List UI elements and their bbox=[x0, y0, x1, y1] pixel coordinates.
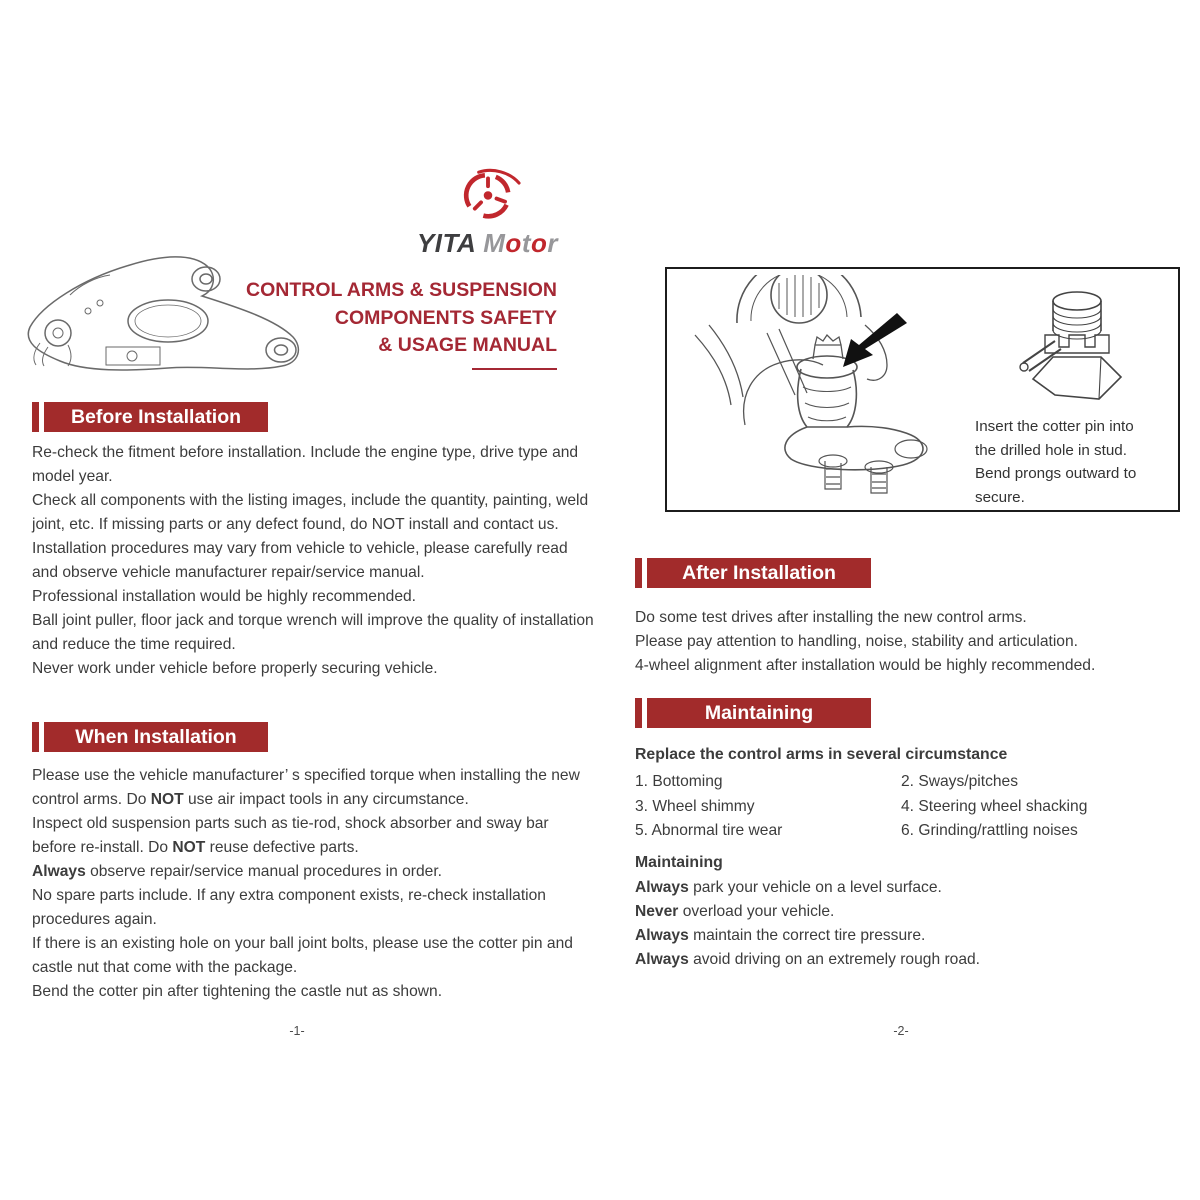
paragraph: Always park your vehicle on a level surface. bbox=[635, 878, 942, 896]
paragraph: Always maintain the correct tire pressure. bbox=[635, 926, 926, 944]
paragraph: Do some test drives after installing the new control arms. bbox=[635, 609, 1027, 626]
paragraph: Never overload your vehicle. bbox=[635, 902, 835, 920]
paragraph: Installation procedures may vary from vehicle to vehicle, please carefully read and observe vehicle manufacturer repair/service manual. bbox=[32, 540, 568, 581]
list-item: 6. Grinding/rattling noises bbox=[901, 822, 1078, 839]
paragraph: Please pay attention to handling, noise, stability and articulation. bbox=[635, 633, 1078, 650]
paragraph: Never work under vehicle before properly securing vehicle. bbox=[32, 660, 438, 677]
header-accent-bar bbox=[635, 698, 642, 728]
brand-name bbox=[330, 228, 558, 259]
brand-yita: YITA bbox=[416, 228, 477, 258]
paragraph: Re-check the fitment before installation. Include the engine type, drive type and model year. bbox=[32, 444, 579, 485]
maintaining-text bbox=[635, 744, 1191, 972]
page-number-2: -2- bbox=[893, 1024, 909, 1038]
header-accent-bar bbox=[32, 402, 39, 432]
list-item: 3. Wheel shimmy bbox=[635, 797, 755, 815]
document-title bbox=[230, 277, 557, 360]
paragraph: Professional installation would be highly recommended. bbox=[32, 588, 416, 605]
section-header-maintaining bbox=[635, 698, 871, 728]
title-line-2: COMPONENTS SAFETY bbox=[334, 306, 557, 329]
after-installation-text bbox=[635, 606, 1191, 678]
maintaining-intro: Replace the control arms in several circumstance bbox=[635, 746, 1008, 763]
paragraph: 4-wheel alignment after installation would be highly recommended. bbox=[635, 657, 1096, 674]
title-line-1: CONTROL ARMS & SUSPENSION bbox=[246, 279, 557, 301]
maintaining-subheading: Maintaining bbox=[635, 853, 723, 871]
figure-caption: Insert the cotter pin into the drilled hole in stud. Bend prongs outward to secure. bbox=[975, 418, 1137, 506]
title-underline bbox=[472, 368, 557, 370]
section-heading: Maintaining bbox=[647, 698, 871, 728]
title-line-3: & USAGE MANUAL bbox=[378, 334, 557, 356]
brand-wheel-icon bbox=[448, 166, 528, 228]
header-accent-bar bbox=[32, 722, 39, 752]
maintaining-rules bbox=[635, 876, 1191, 972]
paragraph: Bend the cotter pin after tightening the castle nut as shown. bbox=[32, 983, 443, 1000]
list-item: 4. Steering wheel shacking bbox=[901, 797, 1088, 815]
ball-joint-illustration bbox=[675, 275, 975, 503]
page-number-1: -1- bbox=[289, 1024, 305, 1038]
section-header-after-installation bbox=[635, 558, 871, 588]
arrow-icon bbox=[843, 313, 907, 367]
section-heading: After Installation bbox=[647, 558, 871, 588]
paragraph: Always observe repair/service manual procedures in order. bbox=[32, 863, 442, 880]
brand-motor: Motor bbox=[483, 228, 558, 258]
cotter-pin-figure bbox=[665, 267, 1180, 512]
replace-circumstance-list bbox=[635, 770, 1191, 844]
section-header-before-installation bbox=[32, 402, 268, 432]
paragraph: Always avoid driving on an extremely rough road. bbox=[635, 950, 980, 968]
section-heading: When Installation bbox=[44, 722, 268, 752]
section-header-when-installation bbox=[32, 722, 268, 752]
paragraph: Please use the vehicle manufacturer’ s specified torque when installing the new control arms. Do NOT use air impact tools in any circumstance. bbox=[32, 767, 580, 808]
paragraph: Ball joint puller, floor jack and torque wrench will improve the quality of installation and reduce the time required. bbox=[32, 612, 594, 653]
section-heading: Before Installation bbox=[44, 402, 268, 432]
when-installation-text bbox=[32, 764, 594, 1004]
paragraph: Check all components with the listing images, include the quantity, painting, weld joint, etc. If missing parts or any defect found, do NOT install and contact us. bbox=[32, 492, 589, 533]
list-item: 2. Sways/pitches bbox=[901, 773, 1019, 790]
paragraph: No spare parts include. If any extra component exists, re-check installation procedures again. bbox=[32, 887, 546, 928]
header-accent-bar bbox=[635, 558, 642, 588]
paragraph: Inspect old suspension parts such as tie-rod, shock absorber and sway bar before re-install. Do NOT reuse defective parts. bbox=[32, 815, 549, 856]
before-installation-text bbox=[32, 441, 594, 681]
list-item: 5. Abnormal tire wear bbox=[635, 822, 783, 839]
castle-nut-illustration bbox=[1015, 283, 1135, 407]
list-item: 1. Bottoming bbox=[635, 773, 723, 790]
paragraph: If there is an existing hole on your ball joint bolts, please use the cotter pin and castle nut that come with the package. bbox=[32, 935, 573, 976]
